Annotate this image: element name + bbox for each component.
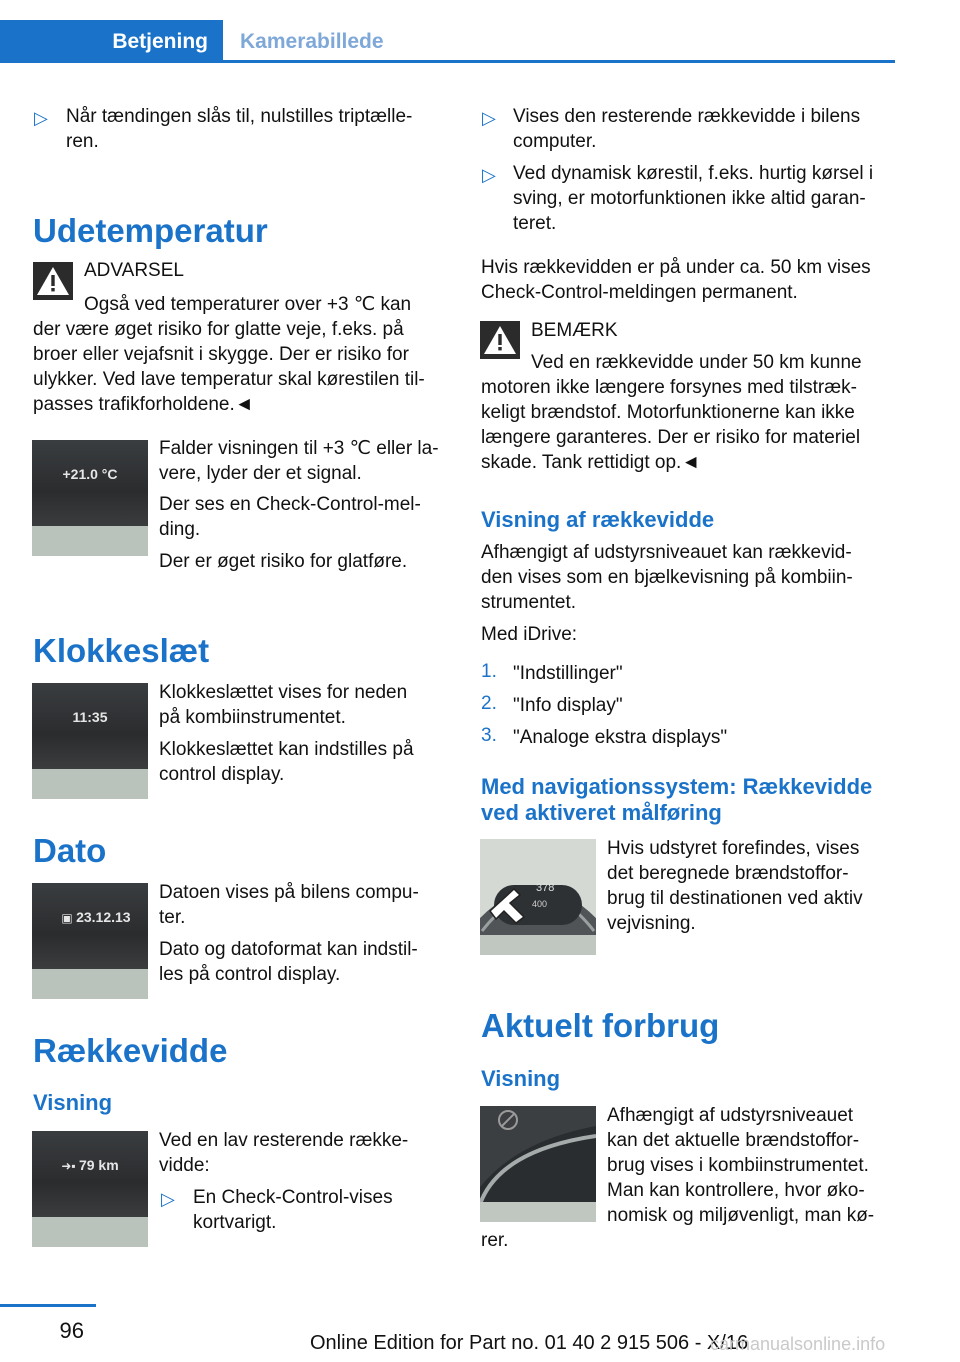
heading-udetemperatur: Udetemperatur xyxy=(33,212,268,249)
right-bullet-2: Ved dynamisk kørestil, f.eks. hurtig kørsel i sving, er motorfunktionen ikke altid garan- teret. xyxy=(513,163,874,234)
bullet-triangle-icon: ▷ xyxy=(161,1189,175,1209)
gauge-value: 378 xyxy=(536,882,555,894)
bullet-triangle-icon: ▷ xyxy=(34,108,48,128)
range-gauge-image xyxy=(480,839,596,955)
note-line-1: Ved en rækkevidde under 50 km kunne xyxy=(531,352,862,373)
clock-paragraph-2: Klokkeslættet kan indstilles på control display. xyxy=(159,739,414,785)
warning-icon xyxy=(480,321,520,359)
temperature-display-image xyxy=(32,440,148,556)
warning-icon xyxy=(33,262,73,300)
range-display-image xyxy=(32,1131,148,1247)
warning-line-1: Også ved temperaturer over +3 ℃ kan xyxy=(84,294,412,315)
range-paragraph: Ved en lav resterende række- vidde: xyxy=(159,1130,409,1176)
clock-display-image xyxy=(32,683,148,799)
temp-paragraph-1: Falder visningen til +3 ℃ eller la- vere, lyder der et signal. xyxy=(159,438,439,484)
date-display-image xyxy=(32,883,148,999)
heading-aktuelt-forbrug: Aktuelt forbrug xyxy=(481,1007,720,1044)
step-text: "Indstillinger" xyxy=(513,663,623,684)
subheading-visning-af-raekkevidde: Visning af rækkevidde xyxy=(481,507,715,532)
heading-raekkevidde: Rækkevidde xyxy=(33,1032,228,1069)
consumption-gauge-image xyxy=(480,1106,596,1222)
warning-title: ADVARSEL xyxy=(84,260,184,281)
visning-paragraph: Afhængigt af udstyrsniveauet kan rækkevid- den vises som en bjælkevisning på kombiin- strumentet. xyxy=(481,542,853,613)
date-paragraph-2: Dato og datoformat kan indstil- les på control display. xyxy=(159,939,418,985)
tab-betjening[interactable]: Betjening xyxy=(0,20,223,61)
subheading-med-navigationssystem: Med navigationssystem: Rækkevidde ved aktiveret målføring xyxy=(481,774,873,825)
step-text: "Analoge ekstra displays" xyxy=(513,727,728,748)
temp-paragraph-2: Der ses en Check-Control-mel- ding. xyxy=(159,494,421,540)
step-number: 2. xyxy=(481,693,497,714)
gauge-graphic xyxy=(480,839,596,955)
date-value: ▣ 23.12.13 xyxy=(61,909,131,925)
heading-dato: Dato xyxy=(33,832,107,869)
subheading-visning: Visning xyxy=(33,1090,113,1115)
header-rule xyxy=(0,60,895,63)
right-bullet-1: Vises den resterende rækkevidde i bilens computer. xyxy=(513,106,861,152)
right-paragraph-1: Hvis rækkevidden er på under ca. 50 km vises Check-Control-meldingen permanent. xyxy=(481,257,871,303)
subheading-visning-2: Visning xyxy=(481,1066,561,1091)
range-value: ➜▪ 79 km xyxy=(61,1157,119,1173)
temp-paragraph-3: Der er øget risiko for glatføre. xyxy=(159,551,408,572)
range-bullet: En Check-Control-vises kortvarigt. xyxy=(193,1187,393,1233)
warning-body: der være øget risiko for glatte veje, f.eks. på broer eller vejafsnit i skygge. Der er risiko for ulykker. Ved lave temperatur skal kørestilen til- passes trafikforholdene.◄ xyxy=(33,319,425,415)
fuel-pump-icon: ➜▪ xyxy=(61,1159,79,1173)
bullet-triangle-icon: ▷ xyxy=(482,108,496,128)
bullet-triangle-icon: ▷ xyxy=(482,165,496,185)
intro-bullet: Når tændingen slås til, nulstilles triptælle- ren. xyxy=(66,106,413,152)
footer-rule xyxy=(0,1304,96,1307)
clock-paragraph-1: Klokkeslættet vises for neden på kombiinstrumentet. xyxy=(159,682,408,728)
nav-paragraph: Hvis udstyret forefindes, vises det beregnede brændstoffor- brug til destinationen ved aktiv vejvisning. xyxy=(607,838,863,934)
step-number: 3. xyxy=(481,725,497,746)
step-number: 1. xyxy=(481,661,497,682)
date-paragraph-1: Datoen vises på bilens compu- ter. xyxy=(159,882,419,928)
step-text: "Info display" xyxy=(513,695,623,716)
med-idrive: Med iDrive: xyxy=(481,624,578,645)
gauge-tick-400: 400 xyxy=(532,899,548,909)
consumption-graphic xyxy=(480,1106,596,1222)
note-body: motoren ikke længere forsynes med tilstræk- keligt brændstof. Motorfunktionerne kan ikke længere garanteres. Der er risiko for materiel skade. Tank rettidigt op.◄ xyxy=(481,377,861,473)
clock-value: 11:35 xyxy=(72,709,108,725)
heading-klokkeslaet: Klokkeslæt xyxy=(33,632,210,669)
watermark: carmanualsonline.info xyxy=(710,1334,886,1354)
temperature-value: +21.0 °C xyxy=(62,466,118,482)
tab-kamerabillede[interactable]: Kamerabillede xyxy=(240,30,384,53)
consumption-paragraph: Afhængigt af udstyrsniveauet kan det aktuelle brændstoffor- brug vises i kombiinstrumentet. Man kan kontrollere, hvor øko- nomisk og miljøvenligt, man kø- xyxy=(607,1105,875,1226)
consumption-paragraph-end: rer. xyxy=(481,1230,509,1251)
calendar-icon: ▣ xyxy=(61,911,77,925)
note-title: BEMÆRK xyxy=(531,320,618,341)
edition-text: Online Edition for Part no. 01 40 2 915 506 - X/16 xyxy=(310,1332,749,1354)
page-number: 96 xyxy=(59,1318,84,1343)
